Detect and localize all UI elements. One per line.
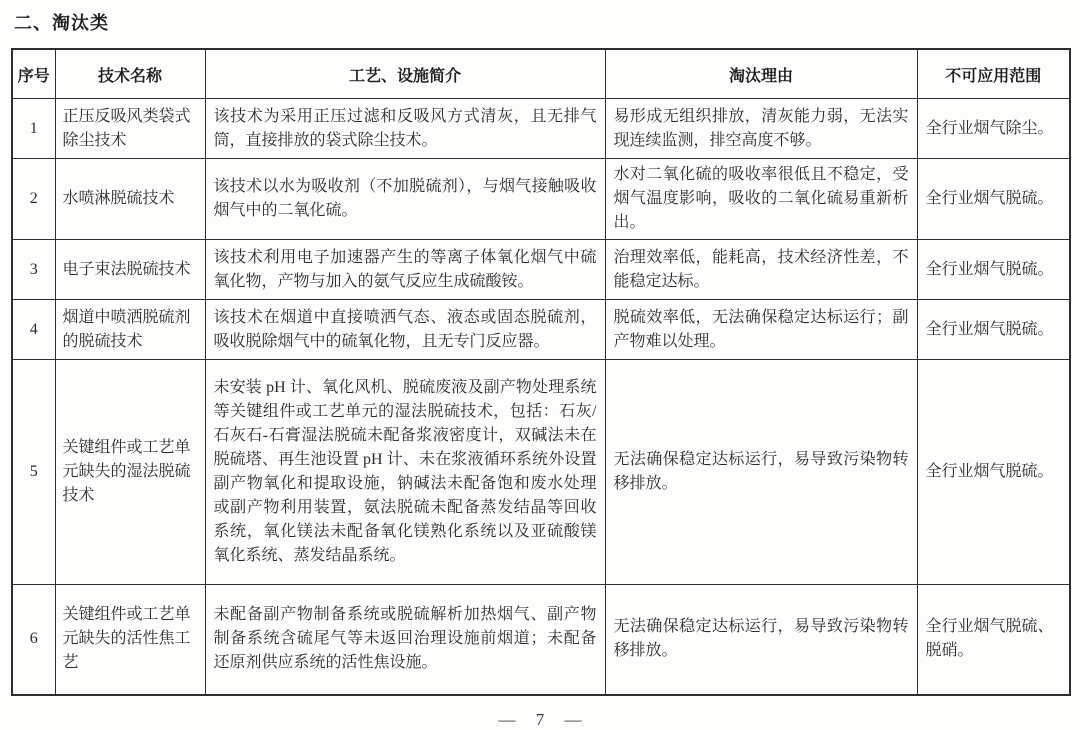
- cell-serial-number: 3: [12, 240, 55, 300]
- cell-process-intro: 未配备副产物制备系统或脱硫解析加热烟气、副产物制备系统含硫尾气等未返回治理设施前烟道；未配备还原剂供应系统的活性焦设施。: [205, 585, 605, 695]
- cell-serial-number: 6: [12, 585, 55, 695]
- cell-elimination-reason: 易形成无组织排放，清灰能力弱，无法实现连续监测，排空高度不够。: [605, 99, 917, 159]
- cell-technology-name: 关键组件或工艺单元缺失的湿法脱硫技术: [55, 360, 205, 585]
- header-technology-name: 技术名称: [55, 49, 205, 99]
- cell-technology-name: 电子束法脱硫技术: [55, 240, 205, 300]
- cell-elimination-reason: 无法确保稳定达标运行，易导致污染物转移排放。: [605, 360, 917, 585]
- header-inapplicable-scope: 不可应用范围: [917, 49, 1070, 99]
- cell-elimination-reason: 脱硫效率低，无法确保稳定达标运行；副产物难以处理。: [605, 300, 917, 360]
- cell-serial-number: 2: [12, 159, 55, 240]
- cell-inapplicable-scope: 全行业烟气除尘。: [917, 99, 1070, 159]
- cell-inapplicable-scope: 全行业烟气脱硫。: [917, 240, 1070, 300]
- cell-technology-name: 关键组件或工艺单元缺失的活性焦工艺: [55, 585, 205, 695]
- cell-process-intro: 该技术在烟道中直接喷洒气态、液态或固态脱硫剂，吸收脱除烟气中的硫氧化物，且无专门反应器。: [205, 300, 605, 360]
- header-process-intro: 工艺、设施简介: [205, 49, 605, 99]
- cell-serial-number: 4: [12, 300, 55, 360]
- cell-serial-number: 1: [12, 99, 55, 159]
- table-row: [12, 99, 1070, 159]
- cell-inapplicable-scope: 全行业烟气脱硫。: [917, 360, 1070, 585]
- section-title: 二、淘汰类: [14, 13, 109, 33]
- table-header-row: [12, 49, 1070, 99]
- table-row: [12, 240, 1070, 300]
- cell-technology-name: 水喷淋脱硫技术: [55, 159, 205, 240]
- header-serial-number: 序号: [12, 49, 55, 99]
- table-row: [12, 585, 1070, 695]
- cell-process-intro: 未安装 pH 计、氧化风机、脱硫废液及副产物处理系统等关键组件或工艺单元的湿法脱硫技术，包括：石灰/石灰石-石膏湿法脱硫未配备浆液密度计，双碱法未在脱硫塔、再生池设置 pH 计、未在浆液循环系统外设置副产物氧化和提取设施，钠碱法未配备饱和废水处理或副产物利用装置，氨法脱硫未配备蒸发结晶等回收系统，氧化镁法未配备氧化镁熟化系统以及亚硫酸镁氧化系统、蒸发结晶系统。: [205, 360, 605, 585]
- cell-serial-number: 5: [12, 360, 55, 585]
- cell-elimination-reason: 水对二氧化硫的吸收率很低且不稳定，受烟气温度影响，吸收的二氧化硫易重新析出。: [605, 159, 917, 240]
- cell-process-intro: 该技术利用电子加速器产生的等离子体氧化烟气中硫氧化物，产物与加入的氨气反应生成硫酸铵。: [205, 240, 605, 300]
- cell-inapplicable-scope: 全行业烟气脱硫、脱硝。: [917, 585, 1070, 695]
- cell-elimination-reason: 无法确保稳定达标运行，易导致污染物转移排放。: [605, 585, 917, 695]
- cell-technology-name: 烟道中喷洒脱硫剂的脱硫技术: [55, 300, 205, 360]
- cell-elimination-reason: 治理效率低，能耗高，技术经济性差，不能稳定达标。: [605, 240, 917, 300]
- table-row: [12, 300, 1070, 360]
- cell-inapplicable-scope: 全行业烟气脱硫。: [917, 159, 1070, 240]
- table-row: [12, 159, 1070, 240]
- eliminated-technologies-table: [11, 48, 1071, 696]
- cell-process-intro: 该技术以水为吸收剂（不加脱硫剂），与烟气接触吸收烟气中的二氧化硫。: [205, 159, 605, 240]
- header-elimination-reason: 淘汰理由: [605, 49, 917, 99]
- table-row: [12, 360, 1070, 585]
- page-number: — 7 —: [498, 709, 582, 729]
- cell-process-intro: 该技术为采用正压过滤和反吸风方式清灰，且无排气筒，直接排放的袋式除尘技术。: [205, 99, 605, 159]
- cell-technology-name: 正压反吸风类袋式除尘技术: [55, 99, 205, 159]
- cell-inapplicable-scope: 全行业烟气脱硫。: [917, 300, 1070, 360]
